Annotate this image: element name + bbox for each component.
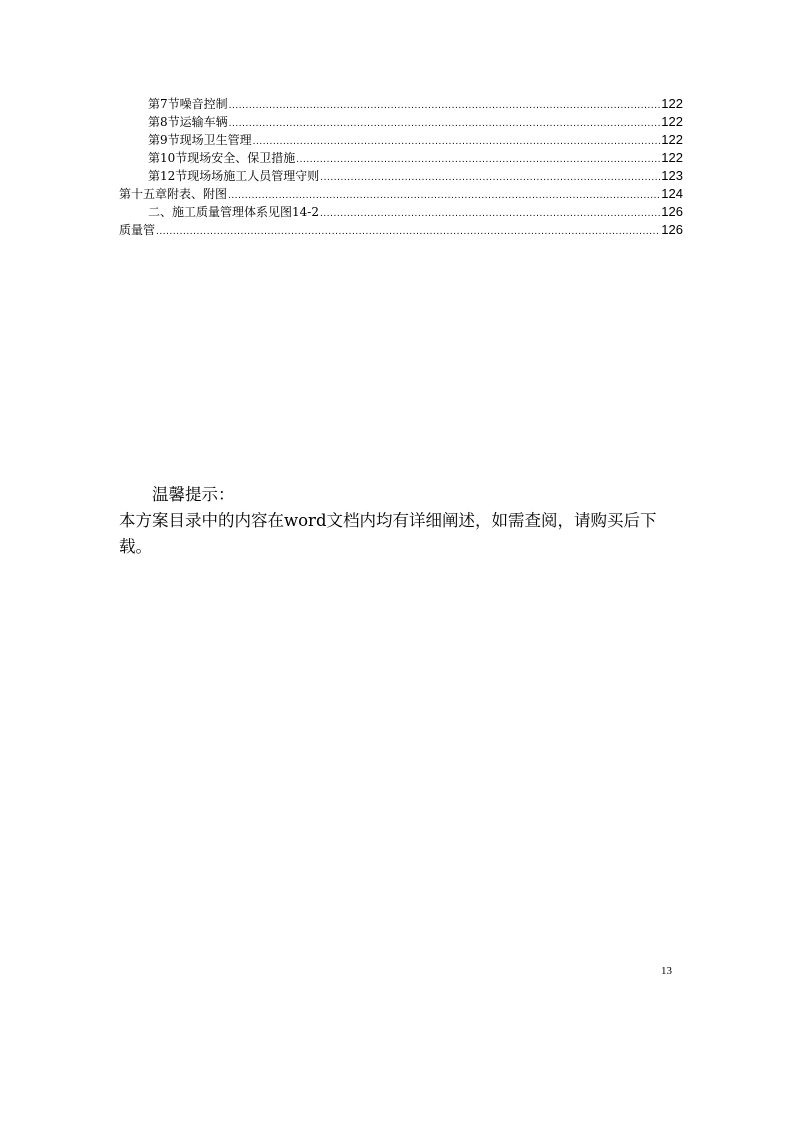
toc-dot-leader: [156, 223, 660, 241]
toc-dot-leader: [229, 115, 661, 133]
toc-entry-page: 123: [661, 168, 683, 183]
toc-entry[interactable]: [119, 167, 683, 185]
toc-entry[interactable]: [119, 113, 683, 131]
table-of-contents: [119, 95, 683, 239]
toc-entry-page: 122: [661, 132, 683, 147]
toc-dot-leader: [296, 151, 660, 169]
toc-dot-leader: [320, 205, 660, 223]
toc-entry-title: 第十五章附表、附图: [119, 187, 228, 201]
toc-dot-leader: [320, 169, 660, 187]
toc-entry-page: 122: [661, 150, 683, 165]
notice-body: 本方案目录中的内容在word文档内均有详细阐述，如需查阅，请购买后下载。: [119, 511, 657, 556]
toc-entry-title: 第7节噪音控制: [148, 97, 228, 111]
toc-entry-title: 二、施工质量管理体系见图14-2: [148, 205, 319, 219]
toc-entry[interactable]: [119, 221, 683, 239]
notice-title: 温馨提示：: [152, 485, 235, 504]
toc-dot-leader: [253, 133, 661, 151]
toc-entry-title: 质量管: [119, 223, 156, 237]
toc-entry[interactable]: [119, 185, 683, 203]
toc-dot-leader: [229, 97, 661, 115]
toc-entry-page: 122: [661, 96, 683, 111]
toc-entry-title: 第9节现场卫生管理: [148, 133, 252, 147]
toc-entry[interactable]: [119, 95, 683, 113]
toc-entry[interactable]: [119, 149, 683, 167]
toc-entry-title: 第8节运输车辆: [148, 115, 228, 129]
page-number: 13: [661, 965, 672, 977]
toc-entry-page: 126: [661, 222, 683, 237]
toc-entry-title: 第10节现场安全、保卫措施: [148, 151, 296, 165]
toc-entry[interactable]: [119, 203, 683, 221]
toc-entry-page: 122: [661, 114, 683, 129]
toc-entry-title: 第12节现场场施工人员管理守则: [148, 169, 320, 183]
toc-entry-page: 124: [661, 186, 683, 201]
toc-entry-page: 126: [661, 204, 683, 219]
notice-section: [119, 482, 685, 560]
toc-entry[interactable]: [119, 131, 683, 149]
